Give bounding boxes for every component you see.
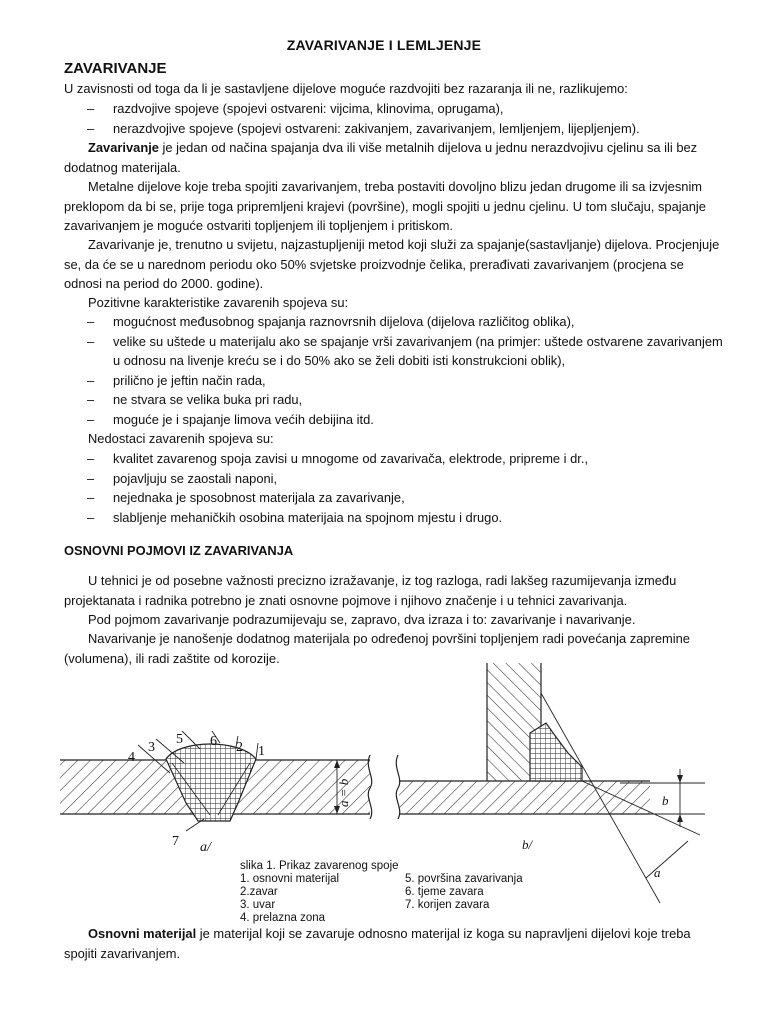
positives-list	[87, 312, 727, 429]
navarivanje-paragraph: Navarivanje je nanošenje dodatnog materijala po određenoj površini topljenjem radi povećanja zapremine (volumena), ili radi zaštite od korozije.	[64, 631, 690, 666]
section-heading: ZAVARIVANJE	[64, 60, 167, 77]
legend-item: 7. korijen zavara	[405, 899, 490, 911]
legend-right	[405, 873, 523, 912]
list-item: – mogućnost međusobnog spajanja raznovrsnih dijelova (dijelova različitog oblika),	[87, 314, 575, 329]
usage-paragraph: Zavarivanje je, trenutno u svijetu, najzastupljeniji metod koji služi za spajanje(sastavljanje) dijelova. Procjenjuje se, da će se u narednom periodu oko 50% svjetske proizvodnje čelika, prerađivati zavarivanjem (procjena se odnosi na period do 2000. godine).	[64, 237, 720, 291]
list-item: – moguće je i spajanje limova većih debijina itd.	[87, 411, 374, 427]
document-title: ZAVARIVANJE I LEMLJENJE	[286, 37, 482, 53]
label-5: 5	[176, 732, 183, 747]
list-item: – ne stvara se velika buka pri radu,	[87, 392, 303, 407]
legend-item: 2.zavar	[240, 886, 278, 898]
label-3: 3	[148, 740, 155, 755]
list-item: – razdvojive spojeve (spojevi ostvareni: vijcima, klinovima, oprugama),	[87, 101, 504, 116]
fillet-weld-plates	[396, 663, 705, 903]
list-item: – kvalitet zavarenog spoja zavisi u mnogome od zavarivača, elektrode, pripreme i dr.,	[87, 451, 589, 466]
legend-item: 3. uvar	[240, 899, 276, 911]
joint-types-list	[87, 99, 727, 138]
label-6: 6	[210, 734, 217, 749]
legend-item: 4. prelazna zona	[240, 912, 326, 924]
closing-term: Osnovni materijal	[88, 926, 197, 941]
legend-item: 1. osnovni materijal	[240, 873, 340, 885]
positives-heading: Pozitivne karakteristike zavarenih spojeva su:	[88, 295, 349, 310]
basics-heading: OSNOVNI POJMOVI IZ ZAVARIVANJA	[64, 543, 294, 558]
list-item: – nejednaka je sposobnost materijala za zavarivanje,	[87, 490, 405, 505]
negatives-heading: Nedostaci zavarenih spojeva su:	[88, 431, 274, 446]
basics-paragraph: U tehnici je od posebne važnosti precizno izražavanje, iz tog razloga, radi lakšeg razumijevanja između projektanata i radnika potrebno je znati osnovne pojmove i njihovo značenje i u tehnici zavarivanja.	[64, 573, 677, 608]
weld-figure	[60, 663, 710, 928]
terms-paragraph: Pod pojmom zavarivanje podrazumijevaju se, zapravo, dva izraza i to: zavarivanje i navarivanje.	[88, 612, 636, 627]
legend-item: 6. tjeme zavara	[405, 886, 484, 898]
label-1: 1	[258, 744, 265, 759]
list-item: – velike su uštede u materijalu ako se spajanje vrši zavarivanjem (na primjer: uštede ostvarene zavarivanjem u odnosu na livenje kreću se i do 50% ako se želi dobiti isti konstrukcioni oblik),	[87, 333, 723, 368]
definition-paragraph: Zavarivanje je jedan od načina spajanja dva ili više metalnih dijelova u jednu nerazdvojivu cjelinu sa ili bez dodatnog materijala.	[64, 140, 698, 175]
label-4: 4	[128, 750, 135, 765]
list-item: – prilično je jeftin način rada,	[87, 372, 266, 388]
butt-weld-plates	[60, 744, 372, 821]
list-item: – slabljenje mehaničkih osobina materijaia na spojnom mjestu i drugo.	[87, 509, 503, 525]
closing-paragraph: Osnovni materijal je materijal koji se zavaruje odnosno materijal iz koga su napravljeni dijelovi koje treba spojiti zavarivanjem.	[64, 926, 691, 961]
definition-term: Zavarivanje	[88, 140, 159, 155]
figure-caption-title: slika 1. Prikaz zavarenog spoje	[240, 860, 399, 872]
label-b: b/	[522, 837, 533, 852]
list-item: – nerazdvojive spojeve (spojevi ostvareni: zakivanjem, zavarivanjem, lemljenjem, lijepljenjem).	[87, 120, 640, 136]
intro-paragraph: U zavisnosti od toga da li je sastavljene dijelove moguće razdvojiti bez razaranja ili ne, razlikujemo:	[64, 81, 628, 96]
list-item: – pojavljuju se zaostali naponi,	[87, 470, 278, 486]
metal-paragraph: Metalne dijelove koje treba spojiti zavarivanjem, treba postaviti dovoljno blizu jedan drugome ili sa izvjesnim preklopom da bi se, prije toga pripremljeni krajevi (površine), mogli spojiti u jednu cjelinu. U tom slučaju, spajanje zavarivanjem je moguće ostvariti topljenjem ili topljenjem i pritiskom.	[64, 179, 706, 233]
label-2: 2	[236, 740, 243, 755]
negatives-list	[87, 449, 727, 527]
legend-left	[240, 873, 339, 925]
dim-b-label: b	[662, 793, 669, 808]
weld-diagram	[60, 663, 710, 928]
svg-text:a = b: a = b	[336, 778, 351, 807]
legend-item: 5. površina zavarivanja	[405, 873, 523, 885]
label-7: 7	[172, 834, 179, 849]
label-a: a/	[200, 840, 211, 855]
dim-a-label: a	[654, 865, 661, 880]
